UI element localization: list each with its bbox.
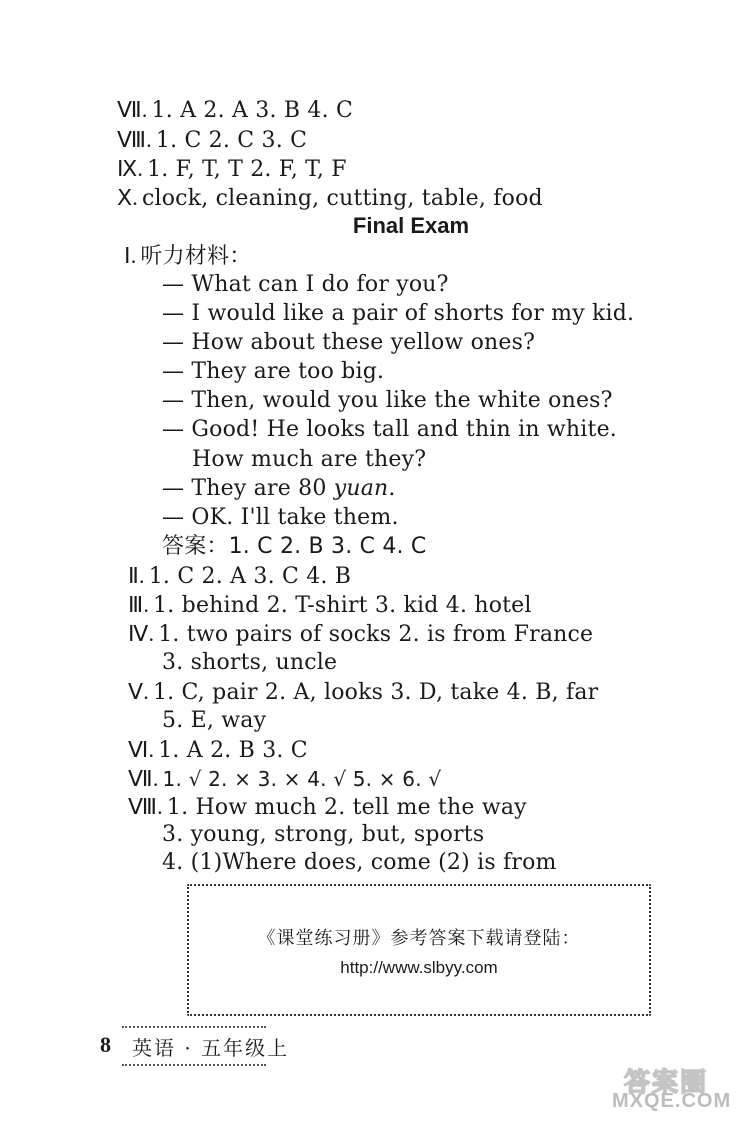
dialogue-text: How much are they? xyxy=(192,447,427,472)
answer-line-continued xyxy=(162,821,484,849)
answer-text: 1. A 2. B 3. C xyxy=(158,738,308,763)
answer-text: 3. shorts, uncle xyxy=(162,650,338,675)
section-number: Ⅴ. xyxy=(128,679,149,704)
dialogue-line xyxy=(162,387,613,415)
answer-line-continued xyxy=(162,849,557,877)
answer-line-vi xyxy=(128,736,308,765)
dialogue-text: — They are 80 xyxy=(162,476,334,501)
answer-line-ix xyxy=(117,155,347,184)
answer-text: clock, cleaning, cutting, table, food xyxy=(141,186,543,211)
answer-text: 3. young, strong, but, sports xyxy=(162,822,485,847)
answer-line-viii xyxy=(117,126,307,155)
answer-text: 1. C 2. C 3. C xyxy=(155,128,308,153)
page-number: 8 xyxy=(100,1032,111,1057)
answer-text: 1. C 2. A 3. C 4. B xyxy=(148,564,352,589)
dialogue-text: — Good! He looks tall and thin in white. xyxy=(162,417,617,442)
answer-text: 1. A 2. A 3. B 4. C xyxy=(151,98,354,123)
answer-text: 1. F, T, T 2. F, T, F xyxy=(147,157,347,182)
section-number: Ⅶ. xyxy=(128,766,159,791)
section-title xyxy=(0,212,750,240)
listening-heading xyxy=(124,242,251,271)
dialogue-text: — How about these yellow ones? xyxy=(162,330,536,355)
section-number: Ⅶ. xyxy=(117,97,148,122)
section-number: Ⅳ. xyxy=(128,621,155,646)
download-notice-box xyxy=(187,884,651,1016)
dialogue-line xyxy=(162,416,617,444)
answer-text: 4. (1)Where does, come (2) is from xyxy=(162,850,557,875)
notice-url[interactable]: http://www.slbyy.com xyxy=(340,958,498,977)
dialogue-line xyxy=(162,475,396,503)
dialogue-text: — They are too big. xyxy=(162,359,385,384)
title-text: Final Exam xyxy=(352,213,470,238)
dialogue-line xyxy=(192,446,426,474)
section-number: Ⅷ. xyxy=(117,127,152,152)
dialogue-text: . xyxy=(388,476,396,501)
answer-line-x xyxy=(117,184,543,213)
answer-line-ii xyxy=(128,562,351,591)
notice-text: 《课堂练习册》参考答案下载请登陆： xyxy=(257,928,581,949)
dialogue-text: — I would like a pair of shorts for my kid. xyxy=(162,301,635,326)
answer-text: 1. How much 2. tell me the way xyxy=(166,795,527,820)
footer-book-title: 英语 · 五年级上 xyxy=(132,1036,290,1060)
dialogue-text: — Then, would you like the white ones? xyxy=(162,388,613,413)
watermark-site: MXQE.COM xyxy=(612,1090,732,1112)
answer-text: 1. behind 2. T-shirt 3. kid 4. hotel xyxy=(153,593,532,618)
answer-text: 答案：1. C 2. B 3. C 4. C xyxy=(162,534,427,559)
answer-text: 5. E, way xyxy=(162,708,267,733)
dialogue-text: — What can I do for you? xyxy=(162,272,449,297)
heading-text: 听力材料： xyxy=(140,244,252,269)
section-number: Ⅰ. xyxy=(124,243,137,268)
watermark-logo: 答案圈 xyxy=(624,1068,709,1098)
listening-answer xyxy=(162,533,427,561)
answer-line-continued xyxy=(162,649,337,677)
answer-line-iv xyxy=(128,620,593,649)
dialogue-line xyxy=(162,300,634,328)
answer-line-vii-2 xyxy=(128,765,441,794)
answer-line-vii xyxy=(117,96,353,125)
dialogue-line xyxy=(162,358,384,386)
answer-text: 1. two pairs of socks 2. is from France xyxy=(158,622,594,647)
section-number: Ⅸ. xyxy=(117,156,144,181)
section-number: Ⅹ. xyxy=(117,185,138,210)
answer-line-continued xyxy=(162,707,266,735)
answer-line-iii xyxy=(128,591,532,620)
dialogue-italic: yuan xyxy=(333,476,389,501)
answer-text: 1. √ 2. × 3. × 4. √ 5. × 6. √ xyxy=(162,767,442,791)
dialogue-line xyxy=(162,504,399,532)
section-number: Ⅵ. xyxy=(128,737,155,762)
section-number: Ⅱ. xyxy=(128,563,145,588)
section-number: Ⅷ. xyxy=(128,794,163,819)
answer-text: 1. C, pair 2. A, looks 3. D, take 4. B, far xyxy=(152,680,599,705)
answer-line-viii-2 xyxy=(128,793,527,822)
section-number: Ⅲ. xyxy=(128,592,150,617)
dialogue-text: — OK. I'll take them. xyxy=(162,505,399,530)
dialogue-line xyxy=(162,271,449,299)
dialogue-line xyxy=(162,329,535,357)
answer-line-v xyxy=(128,678,598,707)
